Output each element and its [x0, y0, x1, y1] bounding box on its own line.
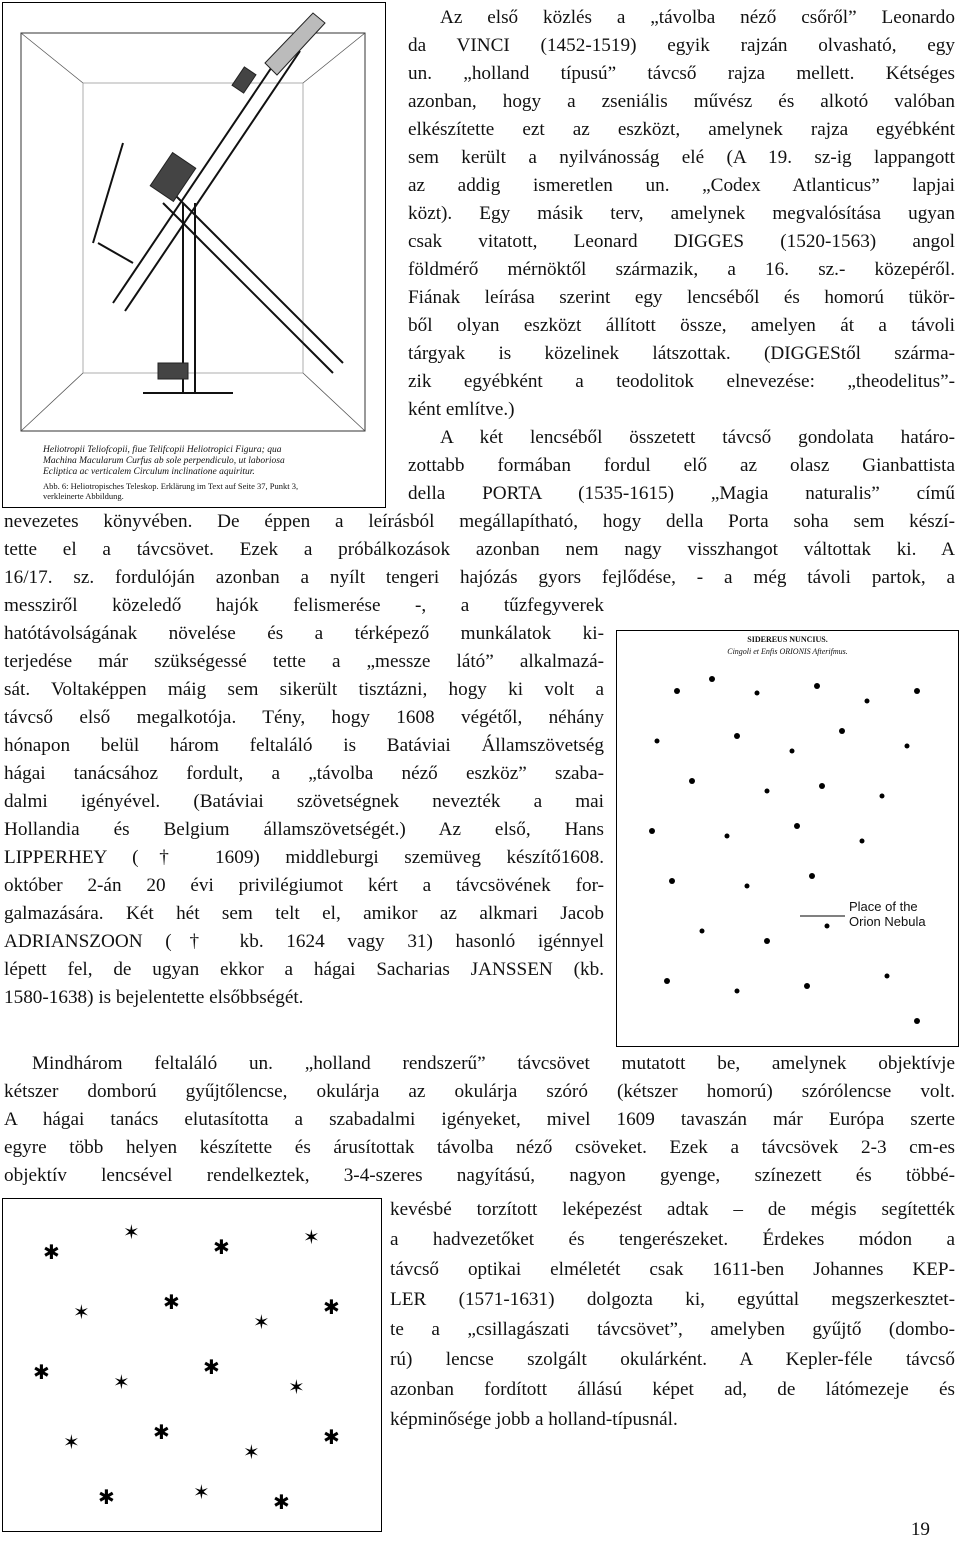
svg-text:✶: ✶: [73, 1300, 90, 1324]
text-line-30: Hollandia és Belgium államszövetségét.) Az első, Hans: [4, 819, 604, 840]
text-line-40: egyre több helyen készítette és árusítottak távolba néző csöveket. Ezek a távcsövek 2-3 cm-es: [4, 1137, 955, 1158]
text-line-43: a hadvezetőket és tengerészeket. Érdekes módon a: [390, 1229, 955, 1250]
text-line-39: A hágai tanács elutasította a szabadalmi igényeket, mivel 1609 tavaszán már Európa szerte: [4, 1109, 955, 1130]
text-line-20: tette el a távcsövet. Ezek a próbálkozások azonban nem nagy visszhangot váltottak ki. A: [4, 539, 955, 560]
text-line-07: az addig ismeretlen un. „Codex Atlanticus” lapjai: [408, 175, 955, 196]
footnote-line: Abb. 6: Heliotropisches Teleskop. Erklärung im Text auf Seite 37, Punkt 3,: [43, 481, 299, 491]
telescope-caption: [43, 445, 363, 478]
text-line-01: Az első közlés a „távolba néző csőről” Leonardo: [440, 7, 955, 28]
text-line-12: ből olyan eszközt állított össze, amelyen át a távoli: [408, 315, 955, 336]
text-line-13: tárgyak is közelinek látszottak. (DIGGEStől szárma-: [408, 343, 955, 364]
svg-text:✶: ✶: [193, 1480, 210, 1504]
text-line-04: azonban, hogy a zseniális művész és alkotó valóban: [408, 91, 955, 112]
text-line-25: sát. Voltaképpen máig sem sikerült tisztázni, hogy ki volt a: [4, 679, 604, 700]
svg-text:✱: ✱: [323, 1425, 340, 1449]
orion-nebula-label: [849, 899, 926, 929]
svg-text:✶: ✶: [243, 1440, 260, 1464]
svg-text:✶: ✶: [63, 1430, 80, 1454]
caption-line: Ecliptica ac verticalem Circulum inclinatione aquiritur.: [43, 467, 255, 477]
text-line-26: távcső első megalkotója. Tény, hogy 1608 végétől, néhány: [4, 707, 604, 728]
text-line-09: csak vitatott, Leonard DIGGES (1520-1563) angol: [408, 231, 955, 252]
text-line-28: hágai tanácsához fordult, a „távolba néző eszköz” szaba-: [4, 763, 604, 784]
text-line-21: 16/17. sz. fordulóján azonban a nyílt tengeri hajózás gyors fejlődése, - a még távoli partok, a: [4, 567, 955, 588]
constellation-stars-illustration: [3, 1199, 381, 1531]
svg-text:✶: ✶: [253, 1310, 270, 1334]
label-line: Place of the: [849, 899, 918, 914]
text-line-47: rú) lencse szolgált okulárként. A Kepler-féle távcső: [390, 1349, 955, 1370]
page-number: 19: [910, 1519, 930, 1540]
text-line-23: hatótávolságának növelése és a térképező munkálatok ki-: [4, 623, 604, 644]
text-line-37: Mindhárom feltaláló un. „holland rendszerű” távcsövet mutatott be, amelynek objektívje: [32, 1053, 955, 1074]
text-line-41: objektív lencsével rendelkeztek, 3-4-szeres nagyítású, nagyon gyenge, színezett és többé-: [4, 1165, 955, 1186]
svg-text:✶: ✶: [123, 1220, 140, 1244]
text-line-49: képminősége jobb a holland-típusnál.: [390, 1409, 678, 1430]
telescope-engraving-figure: [2, 2, 386, 508]
svg-text:✱: ✱: [153, 1420, 170, 1444]
svg-text:✱: ✱: [43, 1240, 60, 1264]
text-line-38: kétszer domború gyűjtőlencse, okulárja az okulárja szóró (kétszer homorú) szórólencse volt.: [4, 1081, 955, 1102]
caption-line: Heliotropii Teliofcopii, fiue Telifcopii Heliotropici Figura; qua: [43, 445, 282, 455]
svg-text:✱: ✱: [203, 1355, 220, 1379]
text-line-34: ADRIANSZOON († kb. 1624 vagy 31) hasonló igénnyel: [4, 931, 604, 952]
text-line-46: te a „csillagászati távcsövet”, amelyben gyűjtő (dombo-: [390, 1319, 955, 1340]
telescope-footnote: [43, 481, 363, 501]
text-line-35: lépett fel, de ugyan ekkor a hágai Sacharias JANSSEN (kb.: [4, 959, 604, 980]
text-line-05: elkészítette ezt az eszközt, amelynek rajza egyébként: [408, 119, 955, 140]
text-line-16: A két lencséből összetett távcső gondolata határo-: [440, 427, 955, 448]
text-line-17: zottabb formában fordul elő az olasz Gianbattista: [408, 455, 955, 476]
text-line-10: földmérő mérnöktől származik, a 16. sz.- közepéről.: [408, 259, 955, 280]
text-line-36: 1580-1638) is bejelentette elsőbbségét.: [4, 987, 304, 1008]
text-line-44: távcső optikai elméletét csak 1611-ben Johannes KEP-: [390, 1259, 955, 1280]
orion-stars-illustration: [617, 631, 958, 1046]
telescope-engraving-illustration: [3, 3, 385, 443]
label-line: Orion Nebula: [849, 914, 926, 929]
caption-line: Machina Macularum Curfus ab sole perpendiculo, ut laboriosa: [43, 456, 285, 466]
text-line-03: un. „holland típusú” távcső rajza mellett. Kétséges: [408, 63, 955, 84]
text-line-27: hónapon belül három feltaláló is Batáviai Államszövetség: [4, 735, 604, 756]
text-line-11: Fiának leírása szerint egy lencséből és homorú tükör-: [408, 287, 955, 308]
orion-subtitle: Cingoli et Enfis ORIONIS Afterifmus.: [727, 647, 848, 656]
text-line-33: galmazására. Két hét sem telt el, amikor az alkmari Jacob: [4, 903, 604, 924]
svg-text:✱: ✱: [33, 1360, 50, 1384]
text-line-14: zik egyébként a teodolitok elnevezése: „theodelitus”-: [408, 371, 955, 392]
text-line-22: messziről közeledő hajók felismerése -, a tűzfegyverek: [4, 595, 604, 616]
text-line-19: nevezetes könyvében. De éppen a leírásból megállapítható, hogy della Porta soha sem készí-: [4, 511, 955, 532]
text-line-08: közt). Egy másik terv, amelynek megvalósítása ugyan: [408, 203, 955, 224]
svg-text:✶: ✶: [303, 1225, 320, 1249]
text-line-48: azonban fordított állású képet ad, de látómezeje és: [390, 1379, 955, 1400]
constellation-figure: [2, 1198, 382, 1532]
text-line-18: della PORTA (1535-1615) „Magia naturalis” című: [408, 483, 955, 504]
svg-text:✱: ✱: [273, 1490, 290, 1514]
text-line-45: LER (1571-1631) dolgozta ki, egyúttal megszerkesztet-: [390, 1289, 955, 1310]
text-line-42: kevésbé torzított leképezést adtak – de mégis segítették: [390, 1199, 955, 1220]
svg-text:✱: ✱: [213, 1235, 230, 1259]
text-line-31: LIPPERHEY († 1609) middleburgi szemüveg készítő1608.: [4, 847, 604, 868]
text-line-24: terjedése már szükségessé tette a „messze látó” alkalmazá-: [4, 651, 604, 672]
svg-text:✶: ✶: [113, 1370, 130, 1394]
text-line-15: ként említve.): [408, 399, 515, 420]
footnote-line: verkleinerte Abbildung.: [43, 491, 124, 501]
svg-text:✱: ✱: [98, 1485, 115, 1509]
text-line-32: október 2-án 20 évi privilégiumot kért a távcsövének for-: [4, 875, 604, 896]
svg-text:✶: ✶: [288, 1375, 305, 1399]
text-line-29: dalmi igényével. (Batáviai szövetségnek nevezték a mai: [4, 791, 604, 812]
svg-text:✱: ✱: [323, 1295, 340, 1319]
orion-star-chart-figure: [616, 630, 959, 1047]
orion-title: SIDEREUS NUNCIUS.: [747, 635, 828, 644]
text-line-02: da VINCI (1452-1519) egyik rajzán olvasható, egy: [408, 35, 955, 56]
text-line-06: sem került a nyilvánosság elé (A 19. sz-ig lappangott: [408, 147, 955, 168]
svg-text:✱: ✱: [163, 1290, 180, 1314]
